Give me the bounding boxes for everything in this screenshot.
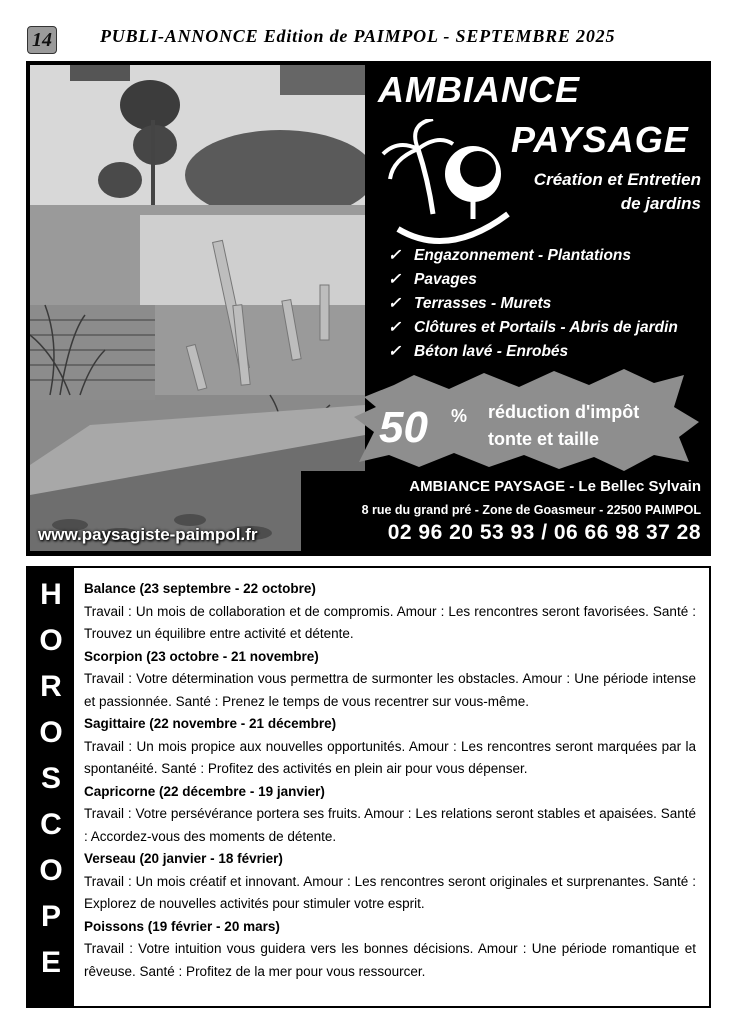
checkmark-icon: ✓ [388,247,401,264]
service-item [388,292,678,316]
promo-line1: réduction d'impôt [488,402,640,422]
sign-entry [84,578,696,646]
checkmark-icon: ✓ [388,319,401,336]
promo-value: 50 [379,403,428,452]
sign-text: Travail : Un mois créatif et innovant. Amour : Les rencontres seront originales et surprenantes. Santé : Explorez de nouvelles activités pour stimuler votre esprit. [84,873,696,911]
phone-numbers: 02 96 20 53 93 / 06 66 98 37 28 [387,521,701,544]
sign-text: Travail : Votre intuition vous guidera vers les bonnes décisions. Amour : Une période romantique et rêveuse. Santé : Profitez de la mer pour vous ressourcer. [84,941,696,979]
horoscope-vertical-title [28,568,74,1006]
promo-description [488,399,639,453]
title-letter: R [40,670,62,703]
service-label: Pavages [414,271,477,288]
title-letter: O [39,854,63,887]
title-letter: S [40,762,61,795]
tagline-line1: Création et Entretien [533,170,701,189]
company-name: AMBIANCE PAYSAGE - Le Bellec Sylvain [409,478,701,495]
sign-title: Poissons (19 février - 20 mars) [84,918,280,934]
page-header-title: PUBLI-ANNONCE Edition de PAIMPOL - SEPTEMBRE 2025 [100,26,616,46]
brand-name-line2: PAYSAGE [511,119,689,160]
sign-entry [84,646,696,714]
title-letter: O [39,716,63,749]
sign-entry [84,916,696,984]
sign-text: Travail : Votre détermination vous permettra de surmonter les obstacles. Amour : Une période intense et passionnée. Santé : Prenez le temps de vous recentrer sur vous-même. [84,671,696,709]
checkmark-icon: ✓ [388,343,401,360]
promo-unit: % [451,406,468,426]
checkmark-icon: ✓ [388,295,401,312]
sign-entry [84,781,696,849]
website-link[interactable]: www.paysagiste-paimpol.fr [38,525,258,544]
horoscope-entries [84,578,696,983]
sign-title: Balance (23 septembre - 22 octobre) [84,581,316,596]
service-label: Terrasses - Murets [414,295,552,312]
title-letter: C [40,808,62,841]
page-number: 14 [27,26,57,54]
landscaping-advertisement [26,61,711,556]
service-item [388,268,678,292]
title-letter: P [40,900,61,933]
sign-entry [84,848,696,916]
service-label: Béton lavé - Enrobés [414,343,569,360]
palm-tree-logo-icon [378,119,518,249]
sign-title: Sagittaire (22 novembre - 21 décembre) [84,716,337,731]
service-item [388,316,678,340]
sign-title: Capricorne (22 décembre - 19 janvier) [84,783,325,799]
sign-title: Verseau (20 janvier - 18 février) [84,851,283,866]
company-address: 8 rue du grand pré - Zone de Goasmeur - 22500 PAIMPOL [361,503,701,517]
service-label: Clôtures et Portails - Abris de jardin [414,319,678,336]
sign-text: Travail : Un mois de collaboration et de compromis. Amour : Les rencontres seront favorisées. Santé : Trouvez un équilibre entre activité et détente. [84,603,696,641]
sign-title: Scorpion (23 octobre - 21 novembre) [84,648,319,664]
services-list [388,244,678,364]
service-item [388,340,678,364]
service-item [388,244,678,268]
title-letter: O [39,624,63,657]
tagline-line2: de jardins [620,194,701,213]
sign-entry [84,713,696,781]
sign-text: Travail : Un mois propice aux nouvelles opportunités. Amour : Les rencontres seront marquées par la spontanéité. Santé : Profitez des activités en plein air pour vous dépenser. [84,738,696,776]
ad-tagline [534,168,701,216]
title-letter: H [40,578,62,611]
promo-line2: tonte et taille [488,429,600,449]
service-label: Engazonnement - Plantations [414,247,632,264]
title-letter: E [40,946,61,979]
brand-name-line1: AMBIANCE [378,69,580,110]
checkmark-icon: ✓ [388,271,401,288]
horoscope-section [26,566,711,1008]
sign-text: Travail : Votre persévérance portera ses fruits. Amour : Les relations seront stables et apaisées. Santé : Accordez-vous des moments de détente. [84,806,696,844]
